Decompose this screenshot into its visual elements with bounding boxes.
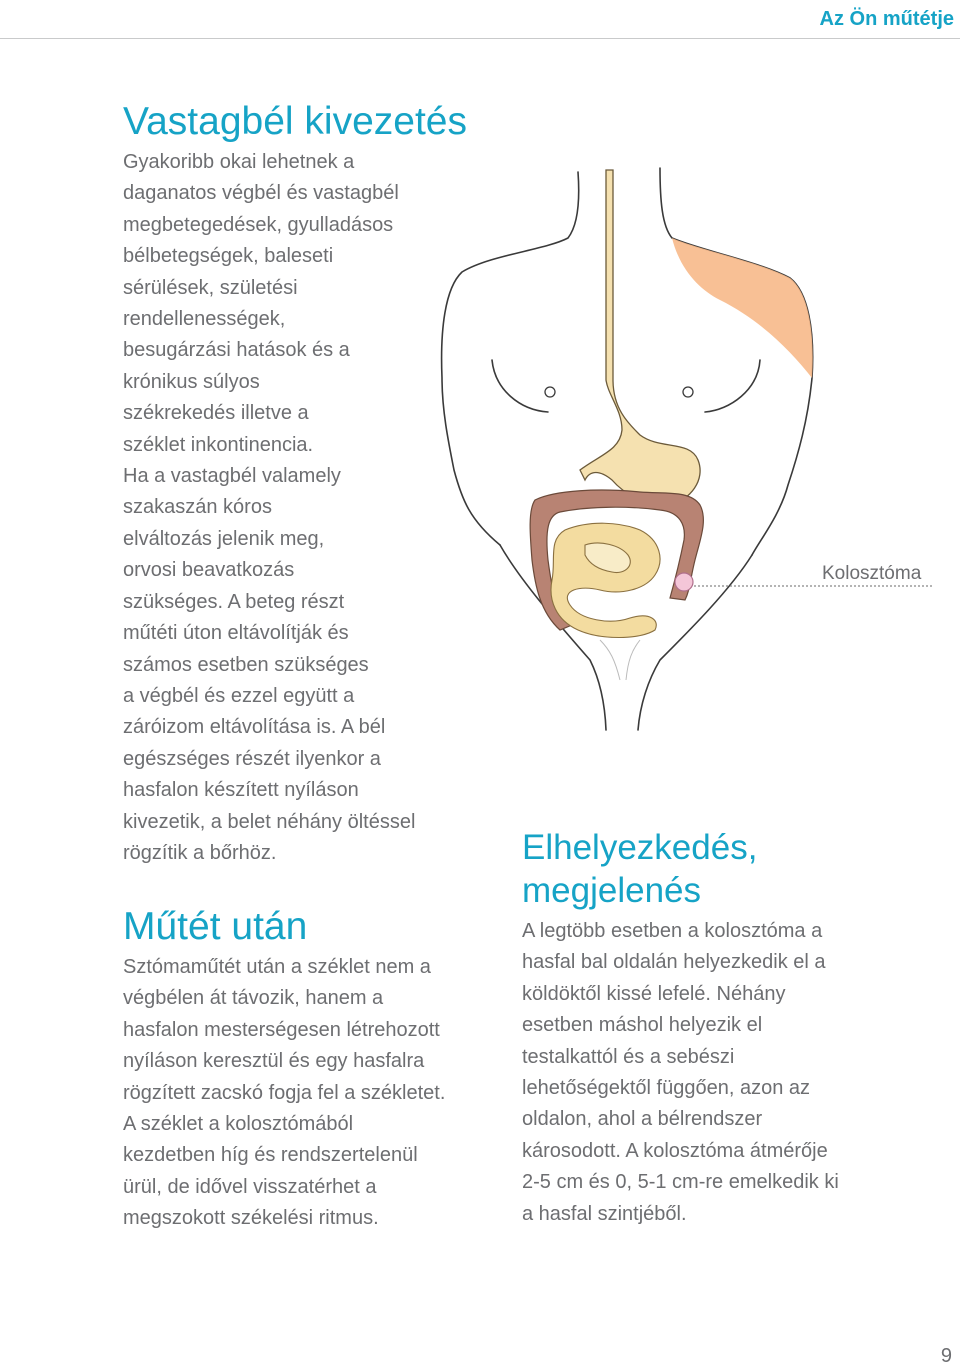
section-title-location-line1: Elhelyezkedés, [522, 828, 758, 867]
text-line: Ha a vastagbél valamely [123, 465, 341, 488]
header-divider [0, 38, 960, 39]
text-line: nyíláson keresztül és egy hasfalra [123, 1050, 425, 1073]
pelvis-lines [600, 640, 640, 680]
text-line: A legtöbb esetben a kolosztóma a [522, 920, 823, 942]
text-line: rendellenességek, [123, 308, 286, 331]
section-header-title: Az Ön műtétje [819, 8, 954, 30]
text-line: sérülések, születési [123, 276, 298, 299]
text-line: károsodott. A kolosztóma átmérője [522, 1139, 828, 1162]
text-line: számos esetben szükséges [123, 653, 369, 676]
section-title-after-surgery: Műtét után [123, 905, 308, 948]
section-title-location [522, 826, 922, 912]
stoma-label: Kolosztóma [822, 563, 922, 584]
section-after-surgery [123, 905, 503, 1235]
text-line: megbetegedések, gyulladásos [123, 213, 394, 236]
page-number: 9 [940, 1345, 952, 1367]
text-line: szakaszán kóros [123, 496, 272, 519]
text-line: testalkattól és a sebészi [522, 1045, 735, 1068]
text-line: oldalon, ahol a bélrendszer [522, 1108, 763, 1131]
paragraph-after-surgery [123, 952, 503, 1235]
shoulder-highlight [672, 238, 813, 378]
text-line: székrekedés illetve a [123, 402, 309, 425]
text-line: elváltozás jelenik meg, [123, 527, 325, 550]
paragraph-location [522, 916, 922, 1230]
text-line: daganatos végbél és vastagbél [123, 182, 399, 205]
text-line: orvosi beavatkozás [123, 559, 295, 582]
text-line: ürül, de idővel visszatérhet a [123, 1175, 377, 1198]
text-line: besugárzási hatások és a [123, 339, 350, 362]
text-line: köldöktől kissé lefelé. Néhány [522, 982, 786, 1005]
section-title-location-line2: megjelenés [522, 871, 701, 910]
text-line: rögzítik a bőrhöz. [123, 841, 277, 864]
text-line: krónikus súlyos [123, 370, 260, 393]
text-line: kivezetik, a belet néhány öltéssel [123, 810, 416, 833]
text-line: 2-5 cm és 0, 5-1 cm-re emelkedik ki [522, 1171, 839, 1194]
text-line: széklet inkontinencia. [123, 433, 314, 456]
text-line: műtéti úton eltávolítják és [123, 622, 349, 645]
nipples [545, 387, 693, 397]
text-line: kezdetben híg és rendszertelenül [123, 1144, 418, 1167]
text-line: hasfalon mesterségesen létrehozott [123, 1018, 440, 1041]
text-line: Sztómaműtét után a széklet nem a [123, 956, 431, 978]
text-line: egészséges részét ilyenkor a [123, 747, 381, 770]
text-line: a végbél és ezzel együtt a [123, 684, 355, 707]
text-line: rögzített zacskó fogja fel a székletet. [123, 1081, 446, 1104]
text-line: bélbetegségek, baleseti [123, 245, 334, 268]
text-line: lehetőségektől függően, azon az [522, 1077, 810, 1100]
text-line: a hasfal szintjéből. [522, 1202, 687, 1225]
esophagus-stomach [580, 170, 700, 505]
text-line: megszokott székelési ritmus. [123, 1207, 379, 1230]
text-line: esetben máshol helyezik el [522, 1014, 763, 1037]
stoma-marker [675, 573, 693, 591]
text-line: szükséges. A beteg részt [123, 590, 345, 613]
small-intestine [551, 523, 660, 637]
text-line: Gyakoribb okai lehetnek a [123, 151, 355, 173]
section-title-colostomy: Vastagbél kivezetés [123, 100, 467, 143]
text-line: hasfalon készített nyíláson [123, 779, 359, 802]
text-line: záróizom eltávolítása is. A bél [123, 716, 386, 739]
section-location [522, 826, 922, 1230]
text-line: végbélen át távozik, hanem a [123, 987, 384, 1010]
text-line: hasfal bal oldalán helyezkedik el a [522, 951, 826, 974]
text-line: A széklet a kolosztómából [123, 1113, 354, 1136]
anatomy-illustration [420, 160, 960, 760]
